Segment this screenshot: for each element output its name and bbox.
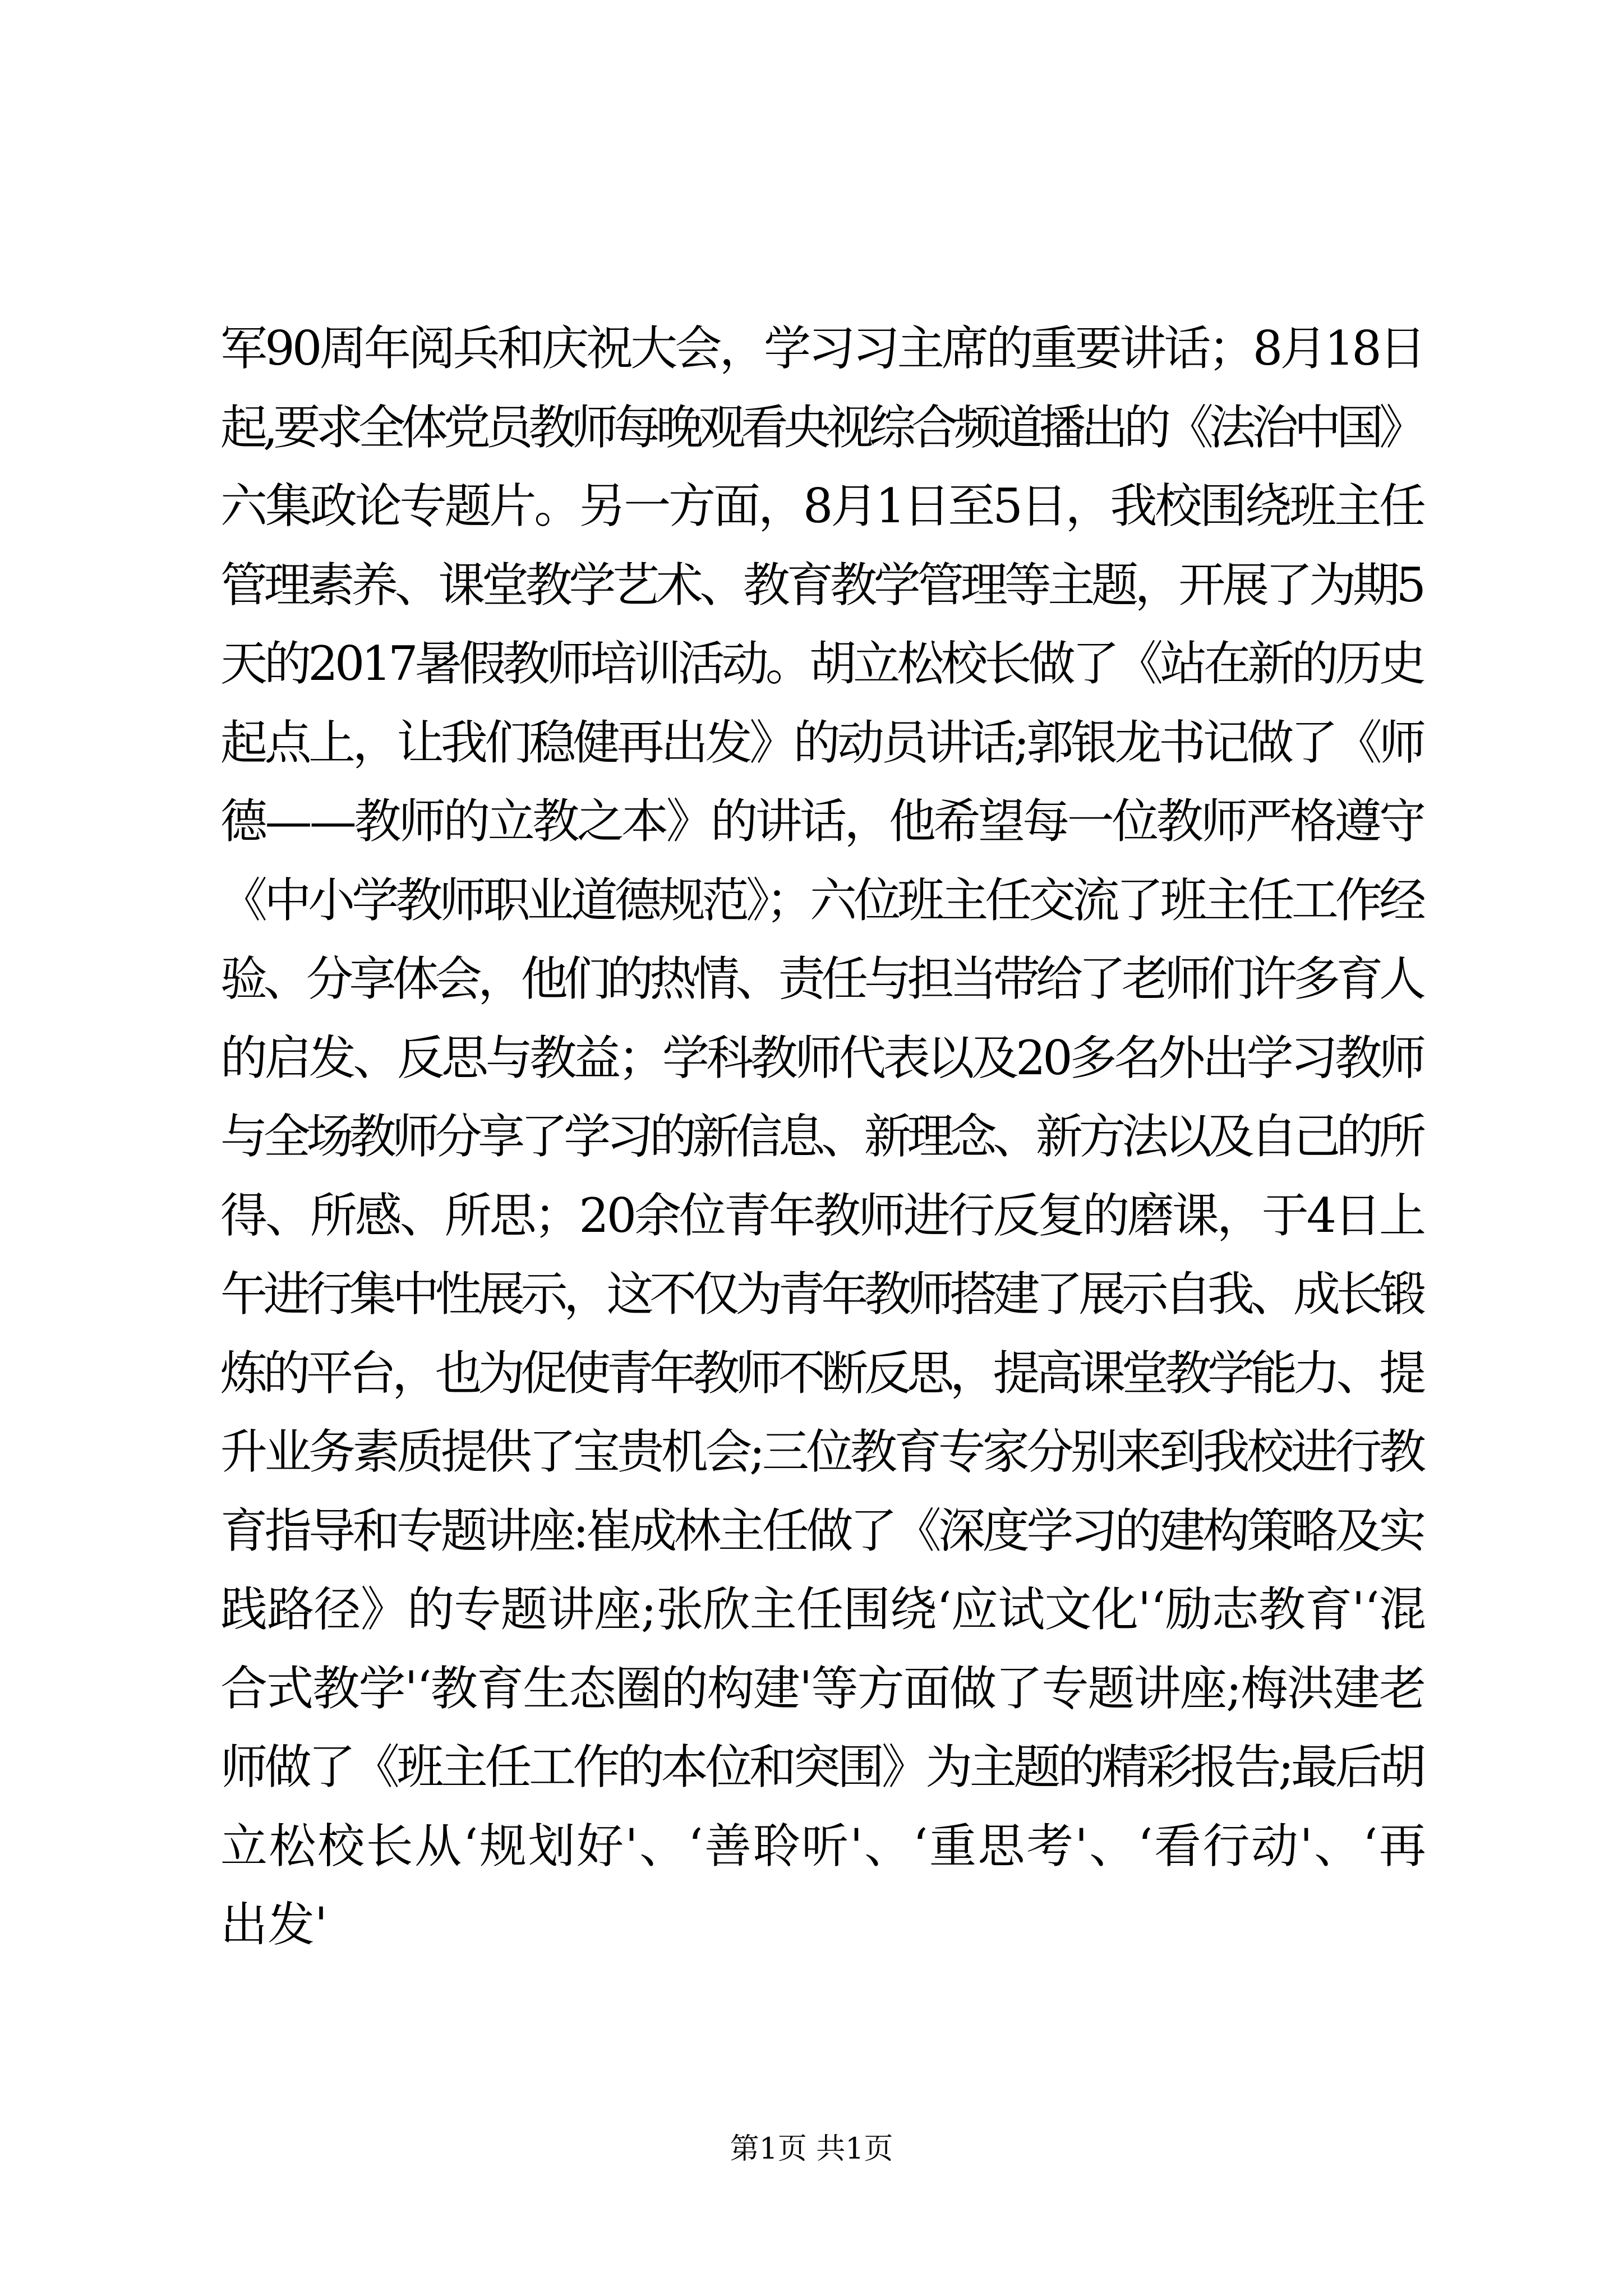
text-line: 天的2017暑假教师培训活动。胡立松校长做了《站在新的历史 [220,636,1423,691]
text-line: 践路径》的专题讲座;张欣主任围绕‘应试文化'‘励志教育'‘混 [220,1582,1426,1637]
text-line: 午进行集中性展示，这不仅为青年教师搭建了展示自我、成长锻 [220,1267,1422,1322]
text-line: 师做了《班主任工作的本位和突围》为主题的精彩报告;最后胡 [220,1740,1423,1795]
text-line: 与全场教师分享了学习的新信息、新理念、新方法以及自己的所 [220,1109,1422,1164]
text-line: 管理素养、课堂教学艺术、教育教学管理等主题，开展了为期5 [220,557,1423,613]
text-line: 升业务素质提供了宝贵机会;三位教育专家分别来到我校进行教 [220,1424,1423,1479]
text-line: 炼的平台，也为促使青年教师不断反思，提高课堂教学能力、提 [220,1345,1422,1401]
text-line: 的启发、反思与教益；学科教师代表以及20多名外出学习教师 [220,1030,1423,1085]
text-line: 《中小学教师职业道德规范》；六位班主任交流了班主任工作经 [220,872,1423,928]
text-line: 起点上，让我们稳健再出发》的动员讲话;郭银龙书记做了《师 [220,715,1423,770]
text-line: 军90周年阅兵和庆祝大会，学习习主席的重要讲话；8月18日 [220,321,1424,376]
text-line: 得、所感、所思；20余位青年教师进行反复的磨课，于4日上 [220,1188,1424,1243]
text-line: 德——教师的立教之本》的讲话，他希望每一位教师严格遵守 [220,794,1424,849]
text-line-last: 出发' [220,1897,328,1952]
text-line: 立松校长从‘规划好'、‘善聆听'、‘重思考'、‘看行动'、‘再 [220,1818,1428,1874]
text-line: 验、分享体会，他们的热情、责任与担当带给了老师们许多育人 [220,951,1422,1006]
text-line: 起,要求全体党员教师每晚观看央视综合频道播出的《法治中国》 [220,399,1422,455]
page-number-footer: 第1页 共1页 [730,2132,893,2166]
text-line: 育指导和专题讲座:崔成林主任做了《深度学习的建构策略及实 [220,1503,1423,1558]
text-line: 合式教学'‘教育生态圈的构建'等方面做了专题讲座;梅洪建老 [220,1660,1426,1716]
body-paragraph [220,309,1426,1964]
text-line: 六集政论专题片。另一方面，8月1日至5日，我校围绕班主任 [220,478,1424,533]
